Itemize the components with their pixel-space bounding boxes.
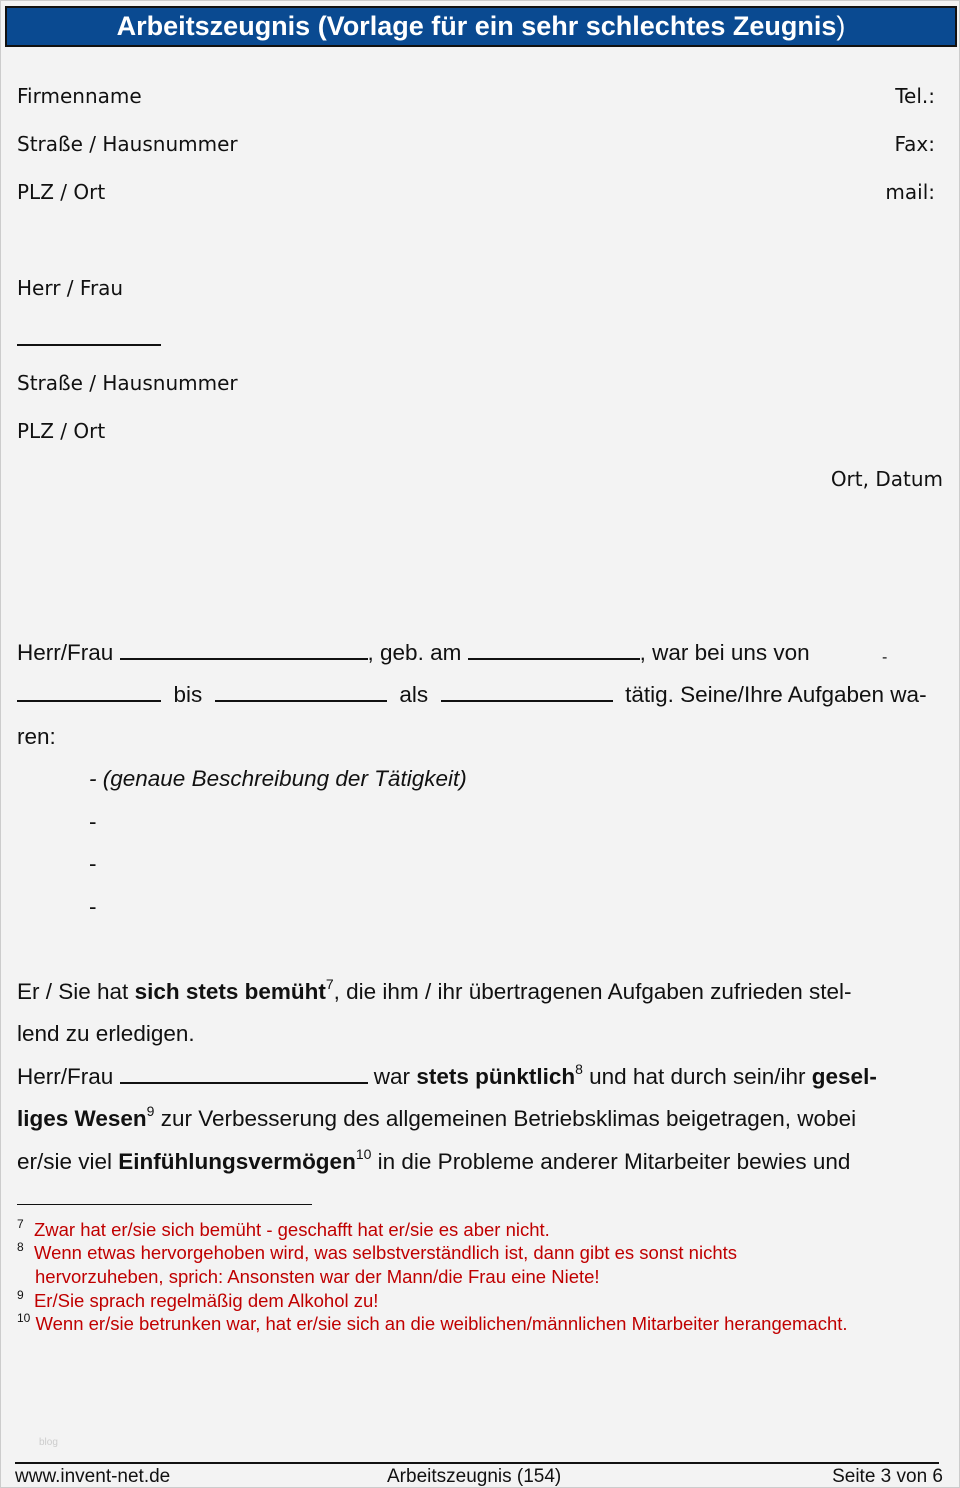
footnote-ref[interactable]: 9 (146, 1103, 155, 1119)
body-line-2 (17, 682, 927, 708)
dash: - (882, 649, 888, 666)
body-line-1 (17, 640, 810, 666)
name-blank (120, 642, 368, 660)
footnote-continuation: hervorzuheben, sprich: Ansonsten war der Mann/die Frau eine Niete! (35, 1266, 600, 1287)
footnote (17, 1219, 550, 1241)
paragraph-line (17, 1146, 851, 1175)
text: , war bei uns von (639, 640, 810, 665)
paragraph-line (17, 976, 852, 1005)
text: war (373, 1064, 417, 1089)
watermark: blog (39, 1437, 58, 1448)
name-blank (120, 1066, 368, 1084)
text: Wenn etwas hervorgehoben wird, was selbstverständlich ist, dann gibt es sonst nichts (33, 1242, 737, 1263)
sender-tel: Tel.: (895, 84, 935, 108)
text: und hat durch sein/ihr (582, 1064, 812, 1089)
text: Er/Sie sprach regelmäßig dem Alkohol zu! (33, 1290, 379, 1311)
footer-rule (15, 1462, 939, 1464)
footnote (17, 1242, 737, 1264)
text: , geb. am (367, 640, 462, 665)
text: , die ihm / ihr übertragenen Aufgaben zufrieden stel- (333, 979, 852, 1004)
text: stets pünktlich (416, 1064, 576, 1089)
footer-doc-title: Arbeitszeugnis (154) (387, 1466, 562, 1487)
recipient-name-blank (17, 344, 161, 346)
sender-street: Straße / Hausnummer (17, 132, 238, 156)
footnote-number: 10 (17, 1311, 31, 1325)
text: zur Verbesserung des allgemeinen Betriebsklimas beigetragen, wobei (154, 1106, 857, 1131)
position-blank (441, 684, 613, 702)
text: Zwar hat er/sie sich bemüht - geschafft hat er/sie es aber nicht. (33, 1219, 550, 1240)
sender-fax: Fax: (894, 132, 935, 156)
text: tätig. Seine/Ihre Aufgaben wa- (625, 682, 927, 707)
page-title (5, 6, 957, 47)
task-item: - (genaue Beschreibung der Tätigkeit) (89, 766, 467, 791)
text: gesel- (811, 1064, 877, 1089)
task-item: - (89, 809, 97, 834)
recipient-salutation: Herr / Frau (17, 276, 124, 300)
text: Er / Sie hat (17, 979, 135, 1004)
title-text: Arbeitszeugnis (Vorlage für ein sehr schlechtes Zeugnis (116, 11, 837, 41)
footnote-number: 7 (17, 1217, 24, 1231)
footer-page-number: Seite 3 von 6 (832, 1466, 943, 1487)
start-date-blank (17, 684, 161, 702)
text: Wenn er/sie betrunken war, hat er/sie sich an die weiblichen/männlichen Mitarbeiter herangemacht. (35, 1313, 848, 1334)
sender-city: PLZ / Ort (17, 180, 106, 204)
paragraph-line (17, 1103, 857, 1132)
body-line-3: ren: (17, 724, 56, 749)
footnote-ref[interactable]: 8 (575, 1061, 583, 1077)
footnote-separator (17, 1204, 312, 1205)
paragraph-line (17, 1061, 877, 1090)
birthdate-blank (468, 642, 640, 660)
footnote-ref[interactable]: 10 (355, 1146, 372, 1162)
text: Herr/Frau (17, 1064, 114, 1089)
text: er/sie viel (17, 1149, 119, 1174)
text: bis (173, 682, 203, 707)
text: als (399, 682, 429, 707)
footnote-number: 8 (17, 1240, 24, 1254)
paragraph-line: lend zu erledigen. (17, 1021, 195, 1046)
task-item: - (89, 851, 97, 876)
footnote (17, 1290, 378, 1312)
recipient-city: PLZ / Ort (17, 419, 106, 443)
footnote-ref[interactable]: 7 (325, 976, 334, 992)
text: Einfühlungsvermögen (118, 1149, 356, 1174)
footnote (17, 1313, 848, 1335)
text: sich stets bemüht (134, 979, 326, 1004)
footer-website-link[interactable]: www.invent-net.de (15, 1466, 171, 1487)
title-paren: ) (836, 11, 846, 41)
text: liges Wesen (17, 1106, 147, 1131)
recipient-street: Straße / Hausnummer (17, 371, 238, 395)
sender-mail: mail: (885, 180, 935, 204)
place-date: Ort, Datum (830, 467, 943, 491)
sender-company: Firmenname (17, 84, 142, 108)
footnote-number: 9 (17, 1288, 24, 1302)
text: Herr/Frau (17, 640, 114, 665)
text: in die Probleme anderer Mitarbeiter bewies und (371, 1149, 851, 1174)
task-item: - (89, 894, 97, 919)
end-date-blank (215, 684, 387, 702)
